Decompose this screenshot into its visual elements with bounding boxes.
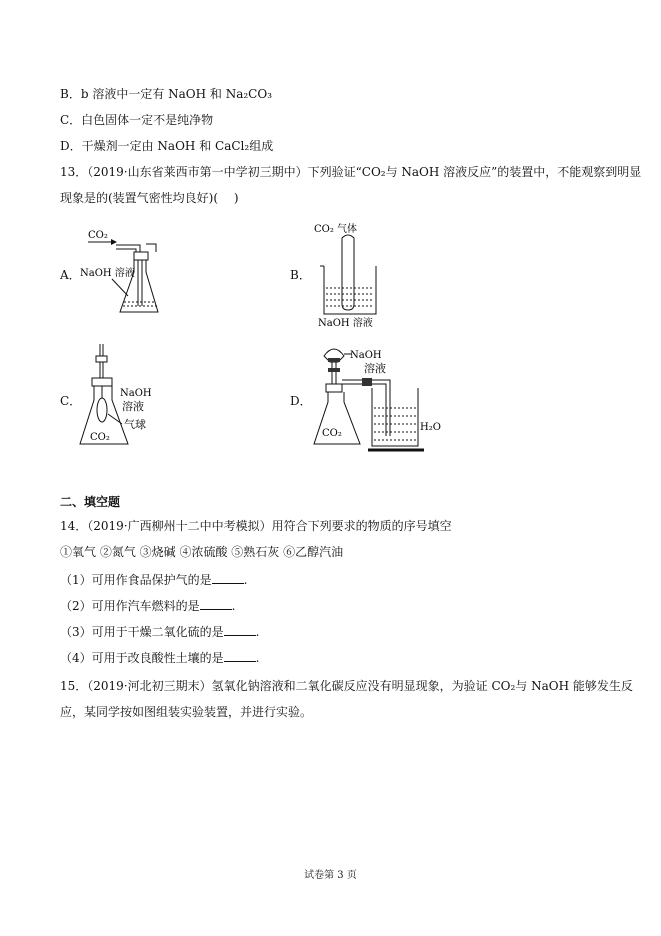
fig-b-gas-label: CO₂ 气体 <box>314 224 358 235</box>
answer-blank <box>224 650 256 662</box>
fig-c-gas-label: CO₂ <box>90 432 110 443</box>
answer-blank <box>212 572 244 584</box>
section-heading-fill-in: 二、填空题 <box>60 495 121 509</box>
fig-c-naoh-label: NaOH <box>120 388 152 399</box>
q13-option-c-letter: C． <box>60 394 82 408</box>
fig-d-water-label: H₂O <box>420 422 441 433</box>
q14-sub-3: （3）可用于干燥二氧化硫的是 . <box>60 625 260 639</box>
q13-stem-line1: 13．（2019·山东省莱西市第一中学初三期中）下列验证“CO₂与 NaOH 溶液反应”的装置中，不能观察到明显 <box>60 165 642 179</box>
fig-a-gas-label: CO₂ <box>88 230 108 241</box>
q12-option-c: C．白色固体一定不是纯净物 <box>60 113 214 127</box>
fig-a-solution-label: NaOH 溶液 <box>80 268 135 279</box>
q14-sub-2: （2）可用作汽车燃料的是 . <box>60 599 236 613</box>
q13-figure-b <box>306 218 416 330</box>
q14-stem: 14．（2019·广西柳州十二中中考模拟）用符合下列要求的物质的序号填空 <box>60 519 452 533</box>
q13-option-a-letter: A． <box>60 268 81 282</box>
fig-d-naoh-label: NaOH <box>350 350 382 361</box>
answer-blank <box>200 598 232 610</box>
q14-options-line: ①氧气 ②氮气 ③烧碱 ④浓硫酸 ⑤熟石灰 ⑥乙醇汽油 <box>60 545 344 559</box>
q13-figure-a <box>76 222 186 322</box>
page-footer: 试卷第 3 页 <box>304 870 357 881</box>
q13-figure-d <box>306 340 466 456</box>
q15-line1: 15．（2019·河北初三期末）氢氧化钠溶液和二氧化碳反应没有明显现象，为验证 CO₂与 NaOH 能够发生反 <box>60 679 633 693</box>
q13-option-b-letter: B． <box>290 268 311 282</box>
q14-sub-4: （4）可用于改良酸性土壤的是 . <box>60 651 260 665</box>
q13-stem-line2: 现象是的(装置气密性均良好)( ) <box>60 191 239 205</box>
q15-line2: 应，某同学按如图组装实验装置，并进行实验。 <box>60 705 313 719</box>
q14-sub-1: （1）可用作食品保护气的是 . <box>60 573 248 587</box>
fig-b-solution-label: NaOH 溶液 <box>318 318 373 329</box>
fig-c-balloon-label: 气球 <box>124 418 146 431</box>
fig-c-solution-word: 溶液 <box>122 400 144 413</box>
fig-d-solution-word: 溶液 <box>364 362 386 375</box>
answer-blank <box>224 624 256 636</box>
q12-option-b: B．b 溶液中一定有 NaOH 和 Na₂CO₃ <box>60 87 273 101</box>
fig-d-gas-label: CO₂ <box>322 428 342 439</box>
q13-option-d-letter: D． <box>290 394 312 408</box>
q12-option-d: D．干燥剂一定由 NaOH 和 CaCl₂组成 <box>60 139 274 153</box>
q13-figure-c <box>76 340 186 456</box>
